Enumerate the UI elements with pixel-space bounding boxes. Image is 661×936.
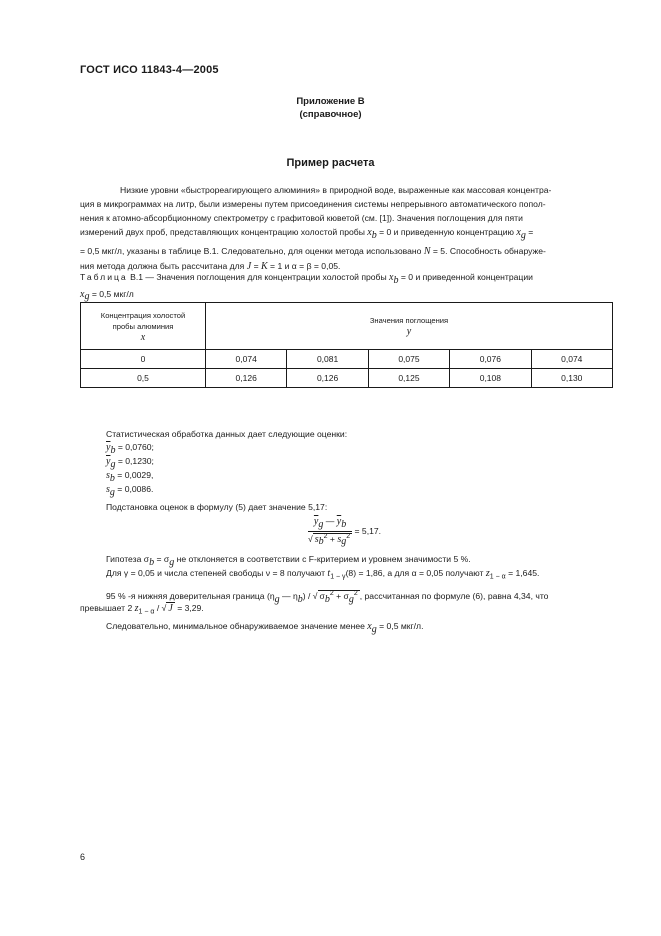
annex-title: Приложение В	[296, 96, 365, 107]
section-title: Пример расчета	[286, 157, 375, 169]
hypothesis-line: Гипотеза $\sigma_b = \sigma_g$ не отклоняется в соответствии с F-критерием и уровнем значимости 5 %.	[106, 554, 471, 568]
table-row: 0,5 0,126 0,126 0,125 0,108 0,130	[81, 369, 613, 388]
substitution-text: Подстановка оценок в формулу (5) дает значение 5,17:	[106, 502, 328, 512]
stat-yg: $\overline{y}_g = 0,1230$;	[106, 456, 154, 470]
limit-line-2: превышает 2 $z_{1 - \alpha}$ / √ J = 3,29.	[80, 603, 204, 616]
formula-ratio: $\frac{\overline{y}_g — \overline{y}_b}{√ s_b^2 + s_g^2}$ = 5,17.	[308, 516, 382, 548]
annex-subtitle: (справочное)	[299, 109, 362, 120]
stat-yb: $\overline{y}_b = 0,0760$;	[106, 442, 154, 456]
intro-paragraph: Низкие уровни «быстрореагирующего алюминия» в природной воде, выраженные как массовая концентра- ция в микрограммах на литр, были измерены путем присоединения системы непрерывного автоматического попол- нения к атомно-абсорбционному спектрометру с графитовой кюветой (см. [1]). Значения поглощения для пяти измерений двух проб, представляющих концентрацию холостой пробы $x_b = 0$ и приведенную концентрацию $x_g$ = = 0,5 мкг/л, указаны в таблице В.1. Следовательно, для оценки метода использовано N = 5. Способность обнаруже- ния метода должна быть рассчитана для J = K = 1 и α = β = 0,05.	[80, 185, 552, 272]
page-number: 6	[80, 852, 86, 862]
conclusion-line: Следовательно, минимальное обнаруживаемое значение менее $x_g = 0,5$ мкг/л.	[106, 621, 424, 635]
stats-intro: Статистическая обработка данных дает следующие оценки:	[106, 429, 348, 439]
absorbance-table	[80, 302, 613, 388]
col-absorbance-header: Значения поглощения y	[206, 303, 613, 350]
stat-sb: $s_b = 0,0029$,	[106, 470, 154, 484]
table-row: 0 0,074 0,081 0,075 0,076 0,074	[81, 350, 613, 369]
table-caption: Таблица В.1 — Значения поглощения для концентрации холостой пробы $x_b = 0$ и приведенной концентрации $x_g = 0,5$ мкг/л	[80, 272, 533, 303]
parameters-line: Для γ = 0,05 и числа степеней свободы ν = 8 получают $t_{1 - \gamma}(8) = 1,86$, а для α = 0,05 получают $z_{1 - \alpha} = 1,645$.	[106, 568, 540, 581]
stat-sg: $s_g = 0,0086$.	[106, 484, 154, 498]
col-concentration-header: Концентрация холостой пробы алюминия x	[81, 303, 206, 350]
limit-line-1: 95 % -я нижняя доверительная граница ($\eta_g$ — $\eta_b$) / √ $\sigma_b^2 + \sigma_g^2$ , рассчитанная по формуле (6), равна 4,34, что	[106, 590, 549, 605]
document-header: ГОСТ ИСО 11843-4—2005	[80, 64, 219, 76]
